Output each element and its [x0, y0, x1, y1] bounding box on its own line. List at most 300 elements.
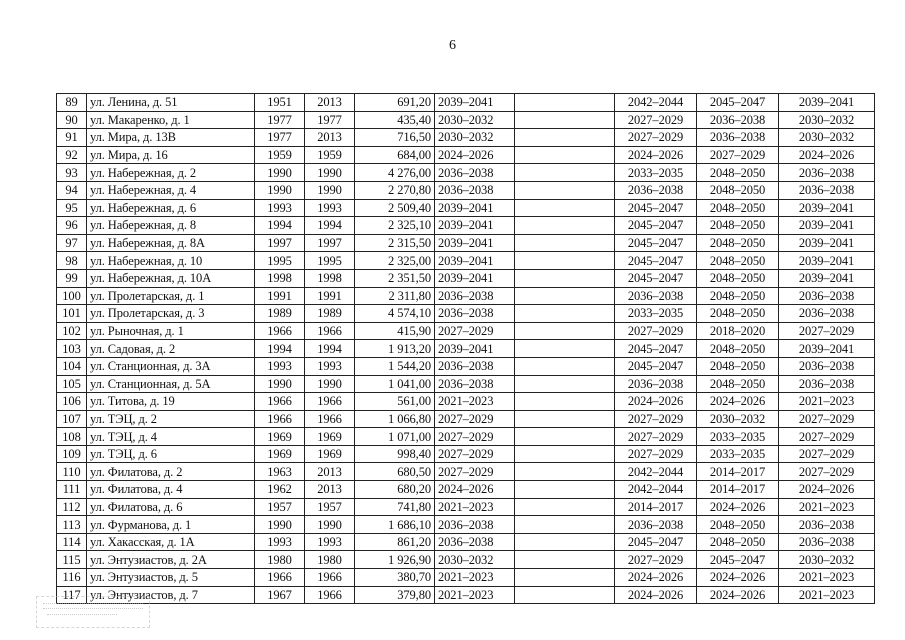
period-cell-2: 2014–2017 [615, 498, 697, 516]
period-cell-4: 2039–2041 [779, 217, 875, 235]
period-cell: 2036–2038 [435, 181, 515, 199]
table-row [57, 340, 875, 358]
period-cell-3: 2048–2050 [697, 234, 779, 252]
table-row [57, 357, 875, 375]
period-cell-4: 2039–2041 [779, 252, 875, 270]
housing-table [56, 93, 875, 604]
period-cell-2: 2036–2038 [615, 287, 697, 305]
empty-cell [515, 586, 615, 604]
period-cell: 2021–2023 [435, 393, 515, 411]
table-row [57, 111, 875, 129]
period-cell: 2027–2029 [435, 410, 515, 428]
area-cell: 435,40 [355, 111, 435, 129]
table-row [57, 129, 875, 147]
row-number-cell: 102 [57, 322, 87, 340]
year-renovated-cell: 1959 [305, 146, 355, 164]
period-cell-3: 2048–2050 [697, 357, 779, 375]
period-cell-3: 2024–2026 [697, 393, 779, 411]
period-cell: 2039–2041 [435, 217, 515, 235]
period-cell-4: 2027–2029 [779, 322, 875, 340]
period-cell: 2039–2041 [435, 234, 515, 252]
period-cell-3: 2024–2026 [697, 586, 779, 604]
period-cell: 2036–2038 [435, 305, 515, 323]
year-built-cell: 1991 [255, 287, 305, 305]
area-cell: 1 066,80 [355, 410, 435, 428]
table-body [57, 94, 875, 604]
row-number-cell: 115 [57, 551, 87, 569]
period-cell-3: 2048–2050 [697, 533, 779, 551]
row-number-cell: 114 [57, 533, 87, 551]
area-cell: 561,00 [355, 393, 435, 411]
period-cell-3: 2045–2047 [697, 551, 779, 569]
area-cell: 684,00 [355, 146, 435, 164]
period-cell: 2036–2038 [435, 516, 515, 534]
year-built-cell: 1997 [255, 234, 305, 252]
period-cell-2: 2033–2035 [615, 164, 697, 182]
address-cell: ул. Филатова, д. 2 [87, 463, 255, 481]
year-built-cell: 1993 [255, 533, 305, 551]
year-renovated-cell: 1980 [305, 551, 355, 569]
empty-cell [515, 533, 615, 551]
address-cell: ул. Хакасская, д. 1А [87, 533, 255, 551]
address-cell: ул. ТЭЦ, д. 2 [87, 410, 255, 428]
year-renovated-cell: 1995 [305, 252, 355, 270]
address-cell: ул. Садовая, д. 2 [87, 340, 255, 358]
row-number-cell: 98 [57, 252, 87, 270]
address-cell: ул. Филатова, д. 4 [87, 481, 255, 499]
period-cell-3: 2014–2017 [697, 463, 779, 481]
period-cell-4: 2021–2023 [779, 586, 875, 604]
empty-cell [515, 164, 615, 182]
period-cell-2: 2042–2044 [615, 481, 697, 499]
period-cell-3: 2048–2050 [697, 305, 779, 323]
address-cell: ул. Филатова, д. 6 [87, 498, 255, 516]
table-row [57, 551, 875, 569]
year-built-cell: 1990 [255, 516, 305, 534]
year-built-cell: 1995 [255, 252, 305, 270]
period-cell-3: 2027–2029 [697, 146, 779, 164]
year-renovated-cell: 1989 [305, 305, 355, 323]
row-number-cell: 109 [57, 445, 87, 463]
year-built-cell: 1966 [255, 322, 305, 340]
area-cell: 680,50 [355, 463, 435, 481]
year-built-cell: 1990 [255, 181, 305, 199]
period-cell-4: 2027–2029 [779, 445, 875, 463]
area-cell: 2 311,80 [355, 287, 435, 305]
period-cell-4: 2030–2032 [779, 551, 875, 569]
year-built-cell: 1959 [255, 146, 305, 164]
table-row [57, 410, 875, 428]
period-cell-2: 2024–2026 [615, 586, 697, 604]
period-cell-3: 2048–2050 [697, 199, 779, 217]
stamp-mark [36, 596, 150, 628]
row-number-cell: 89 [57, 94, 87, 112]
row-number-cell: 99 [57, 269, 87, 287]
year-built-cell: 1966 [255, 393, 305, 411]
year-built-cell: 1994 [255, 217, 305, 235]
period-cell-4: 2027–2029 [779, 463, 875, 481]
table-row [57, 287, 875, 305]
empty-cell [515, 181, 615, 199]
year-built-cell: 1966 [255, 410, 305, 428]
row-number-cell: 105 [57, 375, 87, 393]
empty-cell [515, 234, 615, 252]
area-cell: 1 913,20 [355, 340, 435, 358]
empty-cell [515, 569, 615, 587]
row-number-cell: 101 [57, 305, 87, 323]
period-cell-3: 2048–2050 [697, 375, 779, 393]
period-cell-3: 2024–2026 [697, 498, 779, 516]
empty-cell [515, 375, 615, 393]
year-renovated-cell: 1966 [305, 586, 355, 604]
period-cell: 2036–2038 [435, 287, 515, 305]
year-renovated-cell: 1997 [305, 234, 355, 252]
table-row [57, 217, 875, 235]
table-row [57, 463, 875, 481]
empty-cell [515, 393, 615, 411]
period-cell-4: 2027–2029 [779, 410, 875, 428]
area-cell: 1 071,00 [355, 428, 435, 446]
table-row [57, 498, 875, 516]
year-built-cell: 1957 [255, 498, 305, 516]
area-cell: 998,40 [355, 445, 435, 463]
empty-cell [515, 322, 615, 340]
period-cell-2: 2045–2047 [615, 340, 697, 358]
period-cell-4: 2021–2023 [779, 569, 875, 587]
period-cell-4: 2039–2041 [779, 94, 875, 112]
area-cell: 2 509,40 [355, 199, 435, 217]
year-renovated-cell: 1969 [305, 445, 355, 463]
empty-cell [515, 516, 615, 534]
address-cell: ул. Пролетарская, д. 3 [87, 305, 255, 323]
area-cell: 415,90 [355, 322, 435, 340]
area-cell: 2 325,10 [355, 217, 435, 235]
table-row [57, 181, 875, 199]
period-cell-2: 2045–2047 [615, 533, 697, 551]
empty-cell [515, 410, 615, 428]
row-number-cell: 94 [57, 181, 87, 199]
period-cell-3: 2048–2050 [697, 217, 779, 235]
row-number-cell: 113 [57, 516, 87, 534]
period-cell-2: 2027–2029 [615, 410, 697, 428]
period-cell-4: 2024–2026 [779, 481, 875, 499]
period-cell-4: 2030–2032 [779, 129, 875, 147]
period-cell-4: 2036–2038 [779, 375, 875, 393]
address-cell: ул. Титова, д. 19 [87, 393, 255, 411]
period-cell-3: 2014–2017 [697, 481, 779, 499]
period-cell-2: 2045–2047 [615, 252, 697, 270]
period-cell-4: 2036–2038 [779, 287, 875, 305]
year-renovated-cell: 1966 [305, 322, 355, 340]
year-renovated-cell: 1991 [305, 287, 355, 305]
address-cell: ул. Набережная, д. 10А [87, 269, 255, 287]
area-cell: 741,80 [355, 498, 435, 516]
row-number-cell: 90 [57, 111, 87, 129]
period-cell-4: 2039–2041 [779, 199, 875, 217]
period-cell-2: 2027–2029 [615, 322, 697, 340]
area-cell: 680,20 [355, 481, 435, 499]
table-row [57, 569, 875, 587]
empty-cell [515, 146, 615, 164]
year-built-cell: 1969 [255, 428, 305, 446]
row-number-cell: 112 [57, 498, 87, 516]
period-cell: 2039–2041 [435, 94, 515, 112]
year-built-cell: 1967 [255, 586, 305, 604]
address-cell: ул. Мира, д. 13В [87, 129, 255, 147]
period-cell-2: 2033–2035 [615, 305, 697, 323]
row-number-cell: 93 [57, 164, 87, 182]
table-row [57, 393, 875, 411]
period-cell-3: 2048–2050 [697, 252, 779, 270]
table-row [57, 199, 875, 217]
year-built-cell: 1977 [255, 129, 305, 147]
period-cell: 2030–2032 [435, 551, 515, 569]
period-cell: 2030–2032 [435, 129, 515, 147]
period-cell-2: 2024–2026 [615, 393, 697, 411]
table-row [57, 516, 875, 534]
period-cell: 2036–2038 [435, 357, 515, 375]
empty-cell [515, 428, 615, 446]
period-cell-2: 2024–2026 [615, 569, 697, 587]
period-cell-2: 2036–2038 [615, 375, 697, 393]
year-renovated-cell: 1994 [305, 217, 355, 235]
year-renovated-cell: 2013 [305, 463, 355, 481]
empty-cell [515, 551, 615, 569]
year-renovated-cell: 1998 [305, 269, 355, 287]
row-number-cell: 116 [57, 569, 87, 587]
period-cell-3: 2048–2050 [697, 269, 779, 287]
year-renovated-cell: 1969 [305, 428, 355, 446]
row-number-cell: 91 [57, 129, 87, 147]
period-cell-4: 2036–2038 [779, 305, 875, 323]
row-number-cell: 97 [57, 234, 87, 252]
empty-cell [515, 94, 615, 112]
page-number: 6 [449, 38, 456, 53]
area-cell: 716,50 [355, 129, 435, 147]
year-renovated-cell: 1966 [305, 569, 355, 587]
year-renovated-cell: 2013 [305, 129, 355, 147]
period-cell-2: 2027–2029 [615, 111, 697, 129]
year-renovated-cell: 1990 [305, 375, 355, 393]
table-row [57, 146, 875, 164]
address-cell: ул. Энтузиастов, д. 5 [87, 569, 255, 587]
period-cell-4: 2036–2038 [779, 516, 875, 534]
row-number-cell: 108 [57, 428, 87, 446]
year-built-cell: 1969 [255, 445, 305, 463]
period-cell: 2036–2038 [435, 533, 515, 551]
address-cell: ул. Мира, д. 16 [87, 146, 255, 164]
area-cell: 2 325,00 [355, 252, 435, 270]
period-cell-2: 2024–2026 [615, 146, 697, 164]
table-row [57, 375, 875, 393]
period-cell-2: 2042–2044 [615, 94, 697, 112]
year-renovated-cell: 2013 [305, 481, 355, 499]
area-cell: 1 926,90 [355, 551, 435, 569]
period-cell-3: 2030–2032 [697, 410, 779, 428]
address-cell: ул. Набережная, д. 10 [87, 252, 255, 270]
empty-cell [515, 498, 615, 516]
address-cell: ул. Макаренко, д. 1 [87, 111, 255, 129]
address-cell: ул. Рыночная, д. 1 [87, 322, 255, 340]
row-number-cell: 111 [57, 481, 87, 499]
empty-cell [515, 445, 615, 463]
period-cell-2: 2045–2047 [615, 357, 697, 375]
period-cell: 2021–2023 [435, 569, 515, 587]
period-cell: 2027–2029 [435, 445, 515, 463]
year-renovated-cell: 1993 [305, 357, 355, 375]
table-row [57, 445, 875, 463]
table-row [57, 322, 875, 340]
row-number-cell: 92 [57, 146, 87, 164]
area-cell: 2 315,50 [355, 234, 435, 252]
period-cell-3: 2033–2035 [697, 445, 779, 463]
empty-cell [515, 481, 615, 499]
area-cell: 691,20 [355, 94, 435, 112]
area-cell: 4 276,00 [355, 164, 435, 182]
address-cell: ул. ТЭЦ, д. 6 [87, 445, 255, 463]
period-cell: 2039–2041 [435, 269, 515, 287]
row-number-cell: 107 [57, 410, 87, 428]
row-number-cell: 100 [57, 287, 87, 305]
period-cell-4: 2039–2041 [779, 269, 875, 287]
table-row [57, 533, 875, 551]
row-number-cell: 117 [57, 586, 87, 604]
year-renovated-cell: 1993 [305, 199, 355, 217]
period-cell: 2024–2026 [435, 481, 515, 499]
year-built-cell: 1989 [255, 305, 305, 323]
year-built-cell: 1994 [255, 340, 305, 358]
period-cell-3: 2045–2047 [697, 94, 779, 112]
area-cell: 379,80 [355, 586, 435, 604]
year-built-cell: 1993 [255, 357, 305, 375]
period-cell-2: 2045–2047 [615, 199, 697, 217]
address-cell: ул. Энтузиастов, д. 7 [87, 586, 255, 604]
empty-cell [515, 287, 615, 305]
empty-cell [515, 217, 615, 235]
period-cell: 2024–2026 [435, 146, 515, 164]
period-cell-4: 2030–2032 [779, 111, 875, 129]
period-cell: 2027–2029 [435, 463, 515, 481]
period-cell-3: 2048–2050 [697, 181, 779, 199]
row-number-cell: 96 [57, 217, 87, 235]
year-renovated-cell: 1990 [305, 164, 355, 182]
period-cell: 2036–2038 [435, 164, 515, 182]
address-cell: ул. Набережная, д. 8А [87, 234, 255, 252]
period-cell: 2039–2041 [435, 252, 515, 270]
year-built-cell: 1962 [255, 481, 305, 499]
year-renovated-cell: 1994 [305, 340, 355, 358]
row-number-cell: 95 [57, 199, 87, 217]
table-row [57, 94, 875, 112]
period-cell: 2021–2023 [435, 498, 515, 516]
year-renovated-cell: 1966 [305, 410, 355, 428]
year-built-cell: 1966 [255, 569, 305, 587]
empty-cell [515, 357, 615, 375]
table-row [57, 269, 875, 287]
year-renovated-cell: 1990 [305, 516, 355, 534]
period-cell-3: 2024–2026 [697, 569, 779, 587]
year-built-cell: 1951 [255, 94, 305, 112]
year-built-cell: 1963 [255, 463, 305, 481]
row-number-cell: 104 [57, 357, 87, 375]
address-cell: ул. Набережная, д. 4 [87, 181, 255, 199]
empty-cell [515, 340, 615, 358]
period-cell-2: 2036–2038 [615, 181, 697, 199]
period-cell-2: 2027–2029 [615, 445, 697, 463]
period-cell-3: 2036–2038 [697, 111, 779, 129]
year-renovated-cell: 2013 [305, 94, 355, 112]
period-cell-3: 2036–2038 [697, 129, 779, 147]
row-number-cell: 106 [57, 393, 87, 411]
empty-cell [515, 111, 615, 129]
period-cell: 2030–2032 [435, 111, 515, 129]
table-row [57, 586, 875, 604]
year-built-cell: 1993 [255, 199, 305, 217]
period-cell-2: 2045–2047 [615, 217, 697, 235]
address-cell: ул. Набережная, д. 6 [87, 199, 255, 217]
area-cell: 4 574,10 [355, 305, 435, 323]
period-cell-4: 2036–2038 [779, 181, 875, 199]
address-cell: ул. Набережная, д. 8 [87, 217, 255, 235]
table-row [57, 305, 875, 323]
period-cell-3: 2033–2035 [697, 428, 779, 446]
address-cell: ул. Пролетарская, д. 1 [87, 287, 255, 305]
period-cell-2: 2027–2029 [615, 551, 697, 569]
period-cell: 2036–2038 [435, 375, 515, 393]
period-cell-2: 2036–2038 [615, 516, 697, 534]
year-renovated-cell: 1966 [305, 393, 355, 411]
period-cell: 2039–2041 [435, 340, 515, 358]
address-cell: ул. Набережная, д. 2 [87, 164, 255, 182]
period-cell-4: 2036–2038 [779, 533, 875, 551]
period-cell-4: 2024–2026 [779, 146, 875, 164]
area-cell: 1 686,10 [355, 516, 435, 534]
period-cell-2: 2045–2047 [615, 269, 697, 287]
address-cell: ул. Станционная, д. 5А [87, 375, 255, 393]
address-cell: ул. Ленина, д. 51 [87, 94, 255, 112]
period-cell-3: 2048–2050 [697, 516, 779, 534]
year-built-cell: 1980 [255, 551, 305, 569]
year-built-cell: 1977 [255, 111, 305, 129]
empty-cell [515, 129, 615, 147]
period-cell-3: 2048–2050 [697, 164, 779, 182]
area-cell: 861,20 [355, 533, 435, 551]
address-cell: ул. ТЭЦ, д. 4 [87, 428, 255, 446]
period-cell-3: 2018–2020 [697, 322, 779, 340]
table-row [57, 481, 875, 499]
table-row [57, 428, 875, 446]
empty-cell [515, 269, 615, 287]
year-built-cell: 1998 [255, 269, 305, 287]
period-cell: 2021–2023 [435, 586, 515, 604]
year-built-cell: 1990 [255, 375, 305, 393]
period-cell-4: 2036–2038 [779, 164, 875, 182]
area-cell: 1 544,20 [355, 357, 435, 375]
period-cell-3: 2048–2050 [697, 287, 779, 305]
period-cell: 2027–2029 [435, 428, 515, 446]
table-row [57, 252, 875, 270]
empty-cell [515, 252, 615, 270]
address-cell: ул. Станционная, д. 3А [87, 357, 255, 375]
period-cell-2: 2027–2029 [615, 129, 697, 147]
area-cell: 2 351,50 [355, 269, 435, 287]
year-built-cell: 1990 [255, 164, 305, 182]
empty-cell [515, 463, 615, 481]
table-row [57, 164, 875, 182]
year-renovated-cell: 1957 [305, 498, 355, 516]
period-cell-2: 2027–2029 [615, 428, 697, 446]
year-renovated-cell: 1993 [305, 533, 355, 551]
